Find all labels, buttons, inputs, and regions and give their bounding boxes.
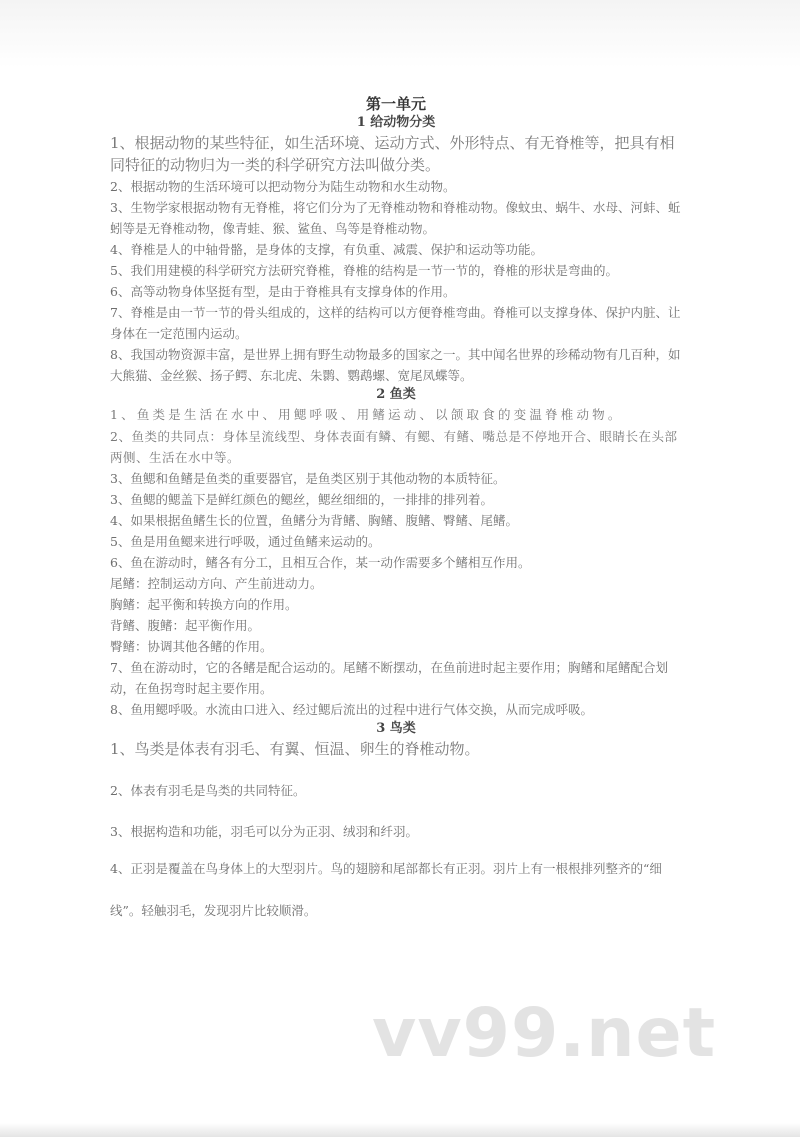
paragraph: 3、根据构造和功能，羽毛可以分为正羽、绒羽和纤羽。 [110,824,418,839]
paragraph: 3、鱼鳃的鳃盖下是鲜红颜色的鳃丝，鳃丝细细的，一排排的排列着。 [110,492,493,507]
paragraph: 尾鳍：控制运动方向、产生前进动力。 [110,576,323,591]
unit-title: 第一单元 [365,95,426,113]
paragraph: 4、如果根据鱼鳍生长的位置，鱼鳍分为背鳍、胸鳍、腹鳍、臀鳍、尾鳍。 [110,513,518,528]
paragraph: 7、脊椎是由一节一节的骨头组成的，这样的结构可以方便脊椎弯曲。脊椎可以支撑身体、保护内脏、让身体在一定范围内运动。 [110,305,681,341]
paragraph: 8、鱼用鳃呼吸。水流由口进入、经过鳃后流出的过程中进行气体交换，从而完成呼吸。 [110,702,593,717]
paragraph: 1、鸟类是体表有羽毛、有翼、恒温、卵生的脊椎动物。 [110,740,480,758]
paragraph: 2、体表有羽毛是鸟类的共同特征。 [110,783,306,798]
paragraph: 8、我国动物资源丰富，是世界上拥有野生动物最多的国家之一。其中闻名世界的珍稀动物有几百种，如大熊猫、金丝猴、扬子鳄、东北虎、朱鹮、鹦鹉螺、宽尾凤蝶等。 [110,347,681,383]
paragraph: 4、脊椎是人的中轴骨骼，是身体的支撑，有负重、减震、保护和运动等功能。 [110,242,543,257]
paragraph: 6、鱼在游动时，鳍各有分工，且相互合作，某一动作需要多个鳍相互作用。 [110,555,531,570]
section-title-birds: 3 鸟类 [376,721,416,736]
paragraph: 臀鳍：协调其他各鳍的作用。 [110,639,273,654]
section-title-classify: 1 给动物分类 [356,115,436,130]
paragraph: 4、正羽是覆盖在鸟身体上的大型羽片。鸟的翅膀和尾部都长有正羽。羽片上有一根根排列整齐的“细线”。轻触羽毛，发现羽片比较顺滑。 [110,861,662,918]
paragraph: 3、鱼鳃和鱼鳍是鱼类的重要器官，是鱼类区别于其他动物的本质特征。 [110,471,506,486]
paragraph: 胸鳍：起平衡和转换方向的作用。 [110,597,298,612]
paragraph: 6、高等动物身体坚挺有型，是由于脊椎具有支撑身体的作用。 [110,284,456,299]
paragraph: 3、生物学家根据动物有无脊椎，将它们分为了无脊椎动物和脊椎动物。像蚊虫、蜗牛、水母、河蚌、蚯蚓等是无脊椎动物，像青蛙、猴、鲨鱼、鸟等是脊椎动物。 [110,200,681,236]
watermark-text: vv99.net [372,994,717,1073]
paragraph: 5、鱼是用鱼鳃来进行呼吸，通过鱼鳍来运动的。 [110,534,381,549]
paragraph: 2、根据动物的生活环境可以把动物分为陆生动物和水生动物。 [110,179,456,194]
document-content [110,94,682,932]
paragraph: 7、鱼在游动时，它的各鳍是配合运动的。尾鳍不断摆动，在鱼前进时起主要作用；胸鳍和尾鳍配合划动，在鱼拐弯时起主要作用。 [110,660,668,696]
paragraph: 5、我们用建模的科学研究方法研究脊椎，脊椎的结构是一节一节的，脊椎的形状是弯曲的。 [110,263,618,278]
paragraph: 1、鱼类是生活在水中、用鳃呼吸、用鳍运动、以颌取食的变温脊椎动物。 [110,407,624,422]
page-top-band [0,0,800,68]
paragraph: 背鳍、腹鳍：起平衡作用。 [110,618,261,633]
paragraph: 1、根据动物的某些特征，如生活环境、运动方式、外形特点、有无脊椎等，把具有相同特征的动物归为一类的科学研究方法叫做分类。 [110,134,675,174]
paragraph: 2、鱼类的共同点：身体呈流线型、身体表面有鳞、有鳃、有鳍、嘴总是不停地开合、眼睛长在头部两侧、生活在水中等。 [110,429,678,465]
section-title-fish: 2 鱼类 [376,387,416,402]
page-bottom-band [0,1123,800,1137]
